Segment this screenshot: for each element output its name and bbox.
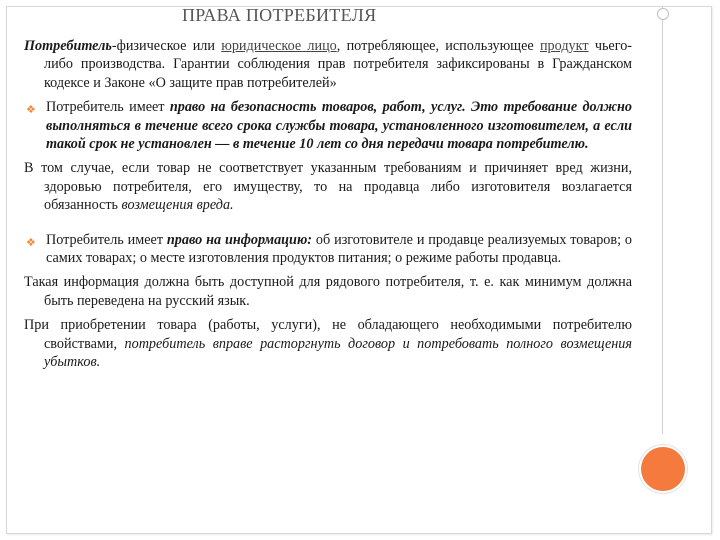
information-accessibility-paragraph — [24, 273, 632, 310]
contract-termination-paragraph — [24, 316, 632, 371]
text-run: чьего-либо производства. Гарантии соблюдения прав потребителя зафиксированы в Гражданском кодексе и Законе «О защите прав потребителей» — [44, 38, 633, 91]
emphasis-text: право на безопасность товаров, работ, услуг. Это требование должно выполняться в течение всего срока службы товара, установленного изготовителем, а если такой срок не установлен — в течение 10 лет со дня передачи товара потребителю. — [46, 99, 633, 153]
text-run: Такая информация должна быть доступной для рядового потребителя, т. е. как минимум должна быть переведена на русский язык. — [24, 274, 632, 309]
term-consumer: Потребитель — [24, 38, 112, 54]
text-run: , потребляющее, использующее — [336, 38, 540, 54]
text-run: -физическое или — [111, 38, 222, 54]
definition-paragraph — [24, 37, 632, 92]
text-run: Потребитель имеет — [46, 231, 167, 248]
slide-content — [24, 37, 632, 372]
decorative-orange-circle — [641, 447, 685, 491]
text-run: В том случае, если товар не соответствует указанным требованиям и причиняет вред жизни, здоровью потребителя, его имуществу, то на продавца либо изготовителя возлагается обязанность — [24, 160, 632, 214]
text-run: об изготовителе и продавце реализуемых товаров; о самих товарах; о месте изготовления продуктов питания; о режиме работы продавца. — [46, 231, 632, 267]
text-run: Потребитель имеет — [46, 99, 170, 116]
emphasis-text: возмещения вреда. — [121, 197, 234, 214]
emphasis-text: потребитель вправе расторгнуть договор и потребовать полного возмещения убытков. — [44, 335, 632, 371]
bullet-right-to-information — [24, 231, 632, 268]
text-run: При приобретении товара (работы, услуги), не обладающего необходимыми потребителю свойствами, — [24, 317, 632, 352]
link-legal-entity[interactable]: юридическое лицо — [221, 38, 337, 54]
harm-compensation-paragraph — [24, 159, 632, 214]
bullet-diamond-icon: ❖ — [26, 103, 36, 117]
bullet-right-to-safety — [24, 98, 632, 153]
link-product[interactable]: продукт — [539, 38, 589, 54]
slide-title: ПРАВА ПОТРЕБИТЕЛЯ — [182, 5, 377, 25]
bullet-diamond-icon: ❖ — [26, 235, 36, 249]
decorative-small-circle — [657, 8, 669, 20]
decorative-vertical-line — [662, 6, 663, 434]
emphasis-text: право на информацию: — [166, 231, 313, 248]
